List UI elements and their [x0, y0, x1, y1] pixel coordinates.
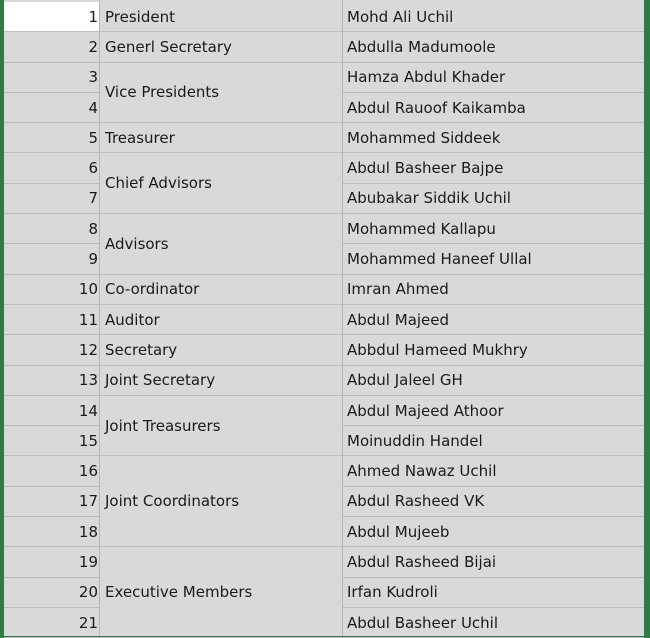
- name-cell[interactable]: Ahmed Nawaz Uchil: [343, 457, 644, 487]
- row-number-cell[interactable]: 17: [4, 487, 100, 517]
- row-number-cell[interactable]: 12: [4, 335, 100, 365]
- name-cell[interactable]: Abubakar Siddik Uchil: [343, 184, 644, 214]
- row-number-cell[interactable]: 18: [4, 517, 100, 547]
- row-number-cell[interactable]: 6: [4, 154, 100, 184]
- role-cell[interactable]: Secretary: [100, 335, 343, 365]
- role-cell[interactable]: Executive Members: [100, 547, 343, 638]
- row-number-cell[interactable]: 3: [4, 63, 100, 93]
- row-number-cell[interactable]: 20: [4, 578, 100, 608]
- role-cell[interactable]: Chief Advisors: [100, 154, 343, 215]
- name-cell[interactable]: Abdul Rasheed VK: [343, 487, 644, 517]
- row-number-cell[interactable]: 13: [4, 366, 100, 396]
- name-cell[interactable]: Irfan Kudroli: [343, 578, 644, 608]
- name-cell[interactable]: Mohammed Kallapu: [343, 214, 644, 244]
- role-cell[interactable]: Auditor: [100, 305, 343, 335]
- name-cell[interactable]: Imran Ahmed: [343, 275, 644, 305]
- row-number-cell[interactable]: 16: [4, 457, 100, 487]
- role-cell[interactable]: President: [100, 2, 343, 32]
- row-number-cell[interactable]: 5: [4, 123, 100, 153]
- row-number-cell[interactable]: 14: [4, 396, 100, 426]
- name-cell[interactable]: Mohd Ali Uchil: [343, 2, 644, 32]
- row-number-cell[interactable]: 2: [4, 32, 100, 62]
- role-cell[interactable]: Treasurer: [100, 123, 343, 153]
- role-cell[interactable]: Advisors: [100, 214, 343, 275]
- name-cell[interactable]: Abdul Mujeeb: [343, 517, 644, 547]
- role-cell[interactable]: Co-ordinator: [100, 275, 343, 305]
- name-cell[interactable]: Abdul Rasheed Bijai: [343, 547, 644, 577]
- name-cell[interactable]: Hamza Abdul Khader: [343, 63, 644, 93]
- name-cell[interactable]: Mohammed Haneef Ullal: [343, 244, 644, 274]
- name-cell[interactable]: Moinuddin Handel: [343, 426, 644, 456]
- name-cell[interactable]: Abdul Majeed: [343, 305, 644, 335]
- name-cell[interactable]: Abdul Basheer Uchil: [343, 608, 644, 638]
- role-cell[interactable]: Joint Treasurers: [100, 396, 343, 457]
- row-number-cell[interactable]: 4: [4, 93, 100, 123]
- role-cell[interactable]: Generl Secretary: [100, 32, 343, 62]
- name-cell[interactable]: Abdul Majeed Athoor: [343, 396, 644, 426]
- column-divider: [342, 0, 343, 636]
- row-number-cell[interactable]: 8: [4, 214, 100, 244]
- spreadsheet: [4, 0, 644, 636]
- name-cell[interactable]: Abbdul Hameed Mukhry: [343, 335, 644, 365]
- row-number-cell[interactable]: 7: [4, 184, 100, 214]
- row-number-cell[interactable]: 1: [4, 2, 100, 32]
- row-number-cell[interactable]: 10: [4, 275, 100, 305]
- row-number-cell[interactable]: 21: [4, 608, 100, 638]
- column-divider: [99, 0, 100, 636]
- row-number-cell[interactable]: 19: [4, 547, 100, 577]
- name-cell[interactable]: Abdul Jaleel GH: [343, 366, 644, 396]
- name-cell[interactable]: Mohammed Siddeek: [343, 123, 644, 153]
- row-number-cell[interactable]: 15: [4, 426, 100, 456]
- role-cell[interactable]: Joint Coordinators: [100, 457, 343, 548]
- role-cell[interactable]: Joint Secretary: [100, 366, 343, 396]
- role-cell[interactable]: Vice Presidents: [100, 63, 343, 124]
- name-cell[interactable]: Abdul Rauoof Kaikamba: [343, 93, 644, 123]
- row-number-cell[interactable]: 9: [4, 244, 100, 274]
- name-cell[interactable]: Abdulla Madumoole: [343, 32, 644, 62]
- name-cell[interactable]: Abdul Basheer Bajpe: [343, 154, 644, 184]
- row-number-cell[interactable]: 11: [4, 305, 100, 335]
